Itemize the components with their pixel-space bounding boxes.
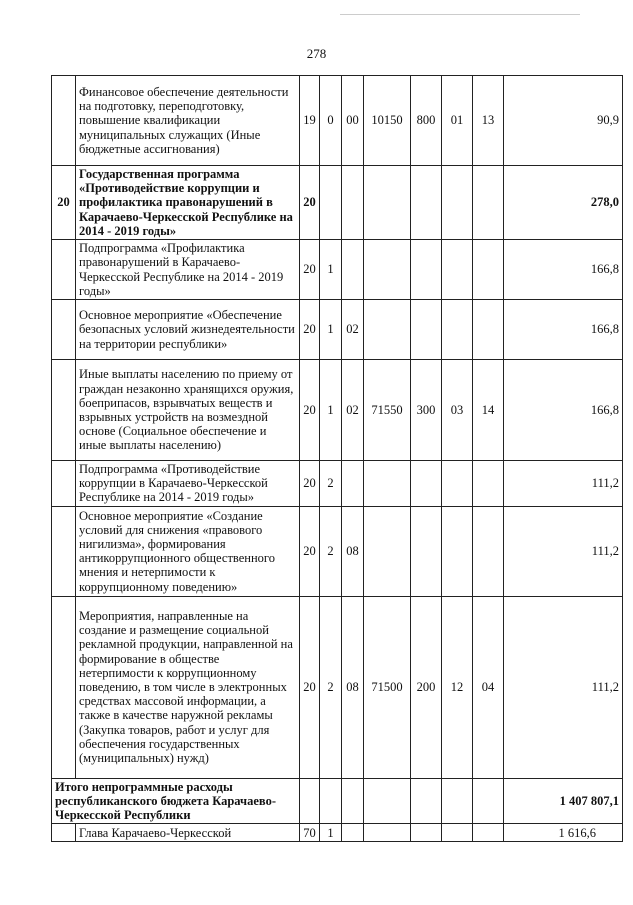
col-pr: [473, 240, 504, 300]
col-p: 2: [320, 506, 342, 596]
col-code: [364, 300, 411, 360]
row-amount: 278,0: [504, 166, 623, 240]
col-m: 08: [342, 596, 364, 778]
col-code: 10150: [364, 76, 411, 166]
col-rz: 12: [442, 596, 473, 778]
col-vr: 300: [411, 360, 442, 461]
row-number: [52, 300, 76, 360]
table-row: [52, 240, 623, 300]
col-rz: 03: [442, 360, 473, 461]
col-rz: [442, 506, 473, 596]
col-rz: [442, 166, 473, 240]
col-m: 08: [342, 506, 364, 596]
row-amount: 166,8: [504, 240, 623, 300]
col-r: 20: [300, 240, 320, 300]
table-row: [52, 506, 623, 596]
empty-cell: [442, 778, 473, 824]
col-r: 19: [300, 76, 320, 166]
table-row: [52, 76, 623, 166]
col-code: [364, 506, 411, 596]
col-vr: [411, 166, 442, 240]
empty-cell: [364, 778, 411, 824]
row-number: [52, 596, 76, 778]
total-row: [52, 778, 623, 824]
row-name: Глава Карачаево-Черкесской: [76, 824, 300, 842]
col-p: 1: [320, 240, 342, 300]
col-rz: [442, 240, 473, 300]
col-r: 20: [300, 166, 320, 240]
col-p: 2: [320, 596, 342, 778]
col-r: 20: [300, 461, 320, 507]
col-rz: [442, 824, 473, 842]
row-name: Мероприятия, направленные на создание и размещение социальной рекламной продукции, направленной на формирование в обществе нетерпимости к коррупционному поведению, в том числе в электронных средствах массовой информации, а также в качестве наружной рекламы (Закупка товаров, работ и услуг для обеспечения государственных (муниципальных) нужд): [76, 596, 300, 778]
col-p: 1: [320, 360, 342, 461]
col-p: 1: [320, 824, 342, 842]
row-name: Подпрограмма «Профилактика правонарушений в Карачаево-Черкесской Республике на 2014 - 2019 годы»: [76, 240, 300, 300]
table-row: [52, 300, 623, 360]
row-number: [52, 824, 76, 842]
col-rz: [442, 300, 473, 360]
row-amount: 1 616,6: [504, 824, 623, 842]
row-name: Основное мероприятие «Обеспечение безопасных условий жизнедеятельности на территории республики»: [76, 300, 300, 360]
col-r: 20: [300, 360, 320, 461]
col-pr: [473, 166, 504, 240]
row-name: Финансовое обеспечение деятельности на подготовку, переподготовку, повышение квалификации муниципальных служащих (Иные бюджетные ассигнования): [76, 76, 300, 166]
row-amount: 90,9: [504, 76, 623, 166]
row-amount: 166,8: [504, 360, 623, 461]
row-name: Иные выплаты населению по приему от граждан незаконно хранящихся оружия, боеприпасов, взрывчатых веществ и взрывных устройств на возмездной основе (Социальное обеспечение и иные выплаты населению): [76, 360, 300, 461]
total-label: Итого непрограммные расходы республиканского бюджета Карачаево-Черкесской Республики: [52, 778, 300, 824]
table-row: [52, 596, 623, 778]
col-p: 1: [320, 300, 342, 360]
col-code: [364, 824, 411, 842]
col-m: [342, 824, 364, 842]
col-vr: [411, 506, 442, 596]
col-r: 20: [300, 300, 320, 360]
col-pr: [473, 461, 504, 507]
row-amount: 111,2: [504, 506, 623, 596]
col-vr: [411, 461, 442, 507]
empty-cell: [473, 778, 504, 824]
col-pr: 13: [473, 76, 504, 166]
row-amount: 166,8: [504, 300, 623, 360]
row-number: [52, 360, 76, 461]
row-name: Государственная программа «Противодействие коррупции и профилактика правонарушений в Карачаево-Черкесской Республике на 2014 - 2019 годы»: [76, 166, 300, 240]
row-number: [52, 76, 76, 166]
empty-cell: [411, 778, 442, 824]
col-r: 20: [300, 596, 320, 778]
col-rz: 01: [442, 76, 473, 166]
col-r: 70: [300, 824, 320, 842]
row-amount: 111,2: [504, 596, 623, 778]
col-p: [320, 166, 342, 240]
col-pr: [473, 824, 504, 842]
col-r: 20: [300, 506, 320, 596]
row-number: [52, 461, 76, 507]
col-code: 71550: [364, 360, 411, 461]
table-row: [52, 461, 623, 507]
col-code: [364, 461, 411, 507]
col-p: 0: [320, 76, 342, 166]
col-code: 71500: [364, 596, 411, 778]
col-m: 02: [342, 360, 364, 461]
budget-table: [51, 75, 623, 842]
empty-cell: [300, 778, 320, 824]
col-vr: [411, 240, 442, 300]
total-amount: 1 407 807,1: [504, 778, 623, 824]
col-pr: 14: [473, 360, 504, 461]
col-vr: 200: [411, 596, 442, 778]
empty-cell: [320, 778, 342, 824]
col-m: [342, 461, 364, 507]
table-row: [52, 360, 623, 461]
row-name: Подпрограмма «Противодействие коррупции в Карачаево-Черкесской Республике на 2014 - 2019 годы»: [76, 461, 300, 507]
scan-artifact-line: [340, 14, 580, 15]
col-code: [364, 240, 411, 300]
table-row: [52, 166, 623, 240]
col-rz: [442, 461, 473, 507]
row-number: [52, 506, 76, 596]
col-vr: [411, 824, 442, 842]
row-number: [52, 240, 76, 300]
col-vr: 800: [411, 76, 442, 166]
empty-cell: [342, 778, 364, 824]
col-code: [364, 166, 411, 240]
col-m: 02: [342, 300, 364, 360]
col-m: [342, 166, 364, 240]
col-m: 00: [342, 76, 364, 166]
page-number: 278: [306, 46, 327, 61]
row-number: 20: [52, 166, 76, 240]
col-m: [342, 240, 364, 300]
row-name: Основное мероприятие «Создание условий для снижения «правового нигилизма», формирования антикоррупционного общественного мнения и нетерпимости к коррупционному поведению»: [76, 506, 300, 596]
table-body: [52, 76, 623, 842]
col-pr: 04: [473, 596, 504, 778]
row-amount: 111,2: [504, 461, 623, 507]
col-pr: [473, 506, 504, 596]
col-p: 2: [320, 461, 342, 507]
table-row: [52, 824, 623, 842]
col-vr: [411, 300, 442, 360]
col-pr: [473, 300, 504, 360]
